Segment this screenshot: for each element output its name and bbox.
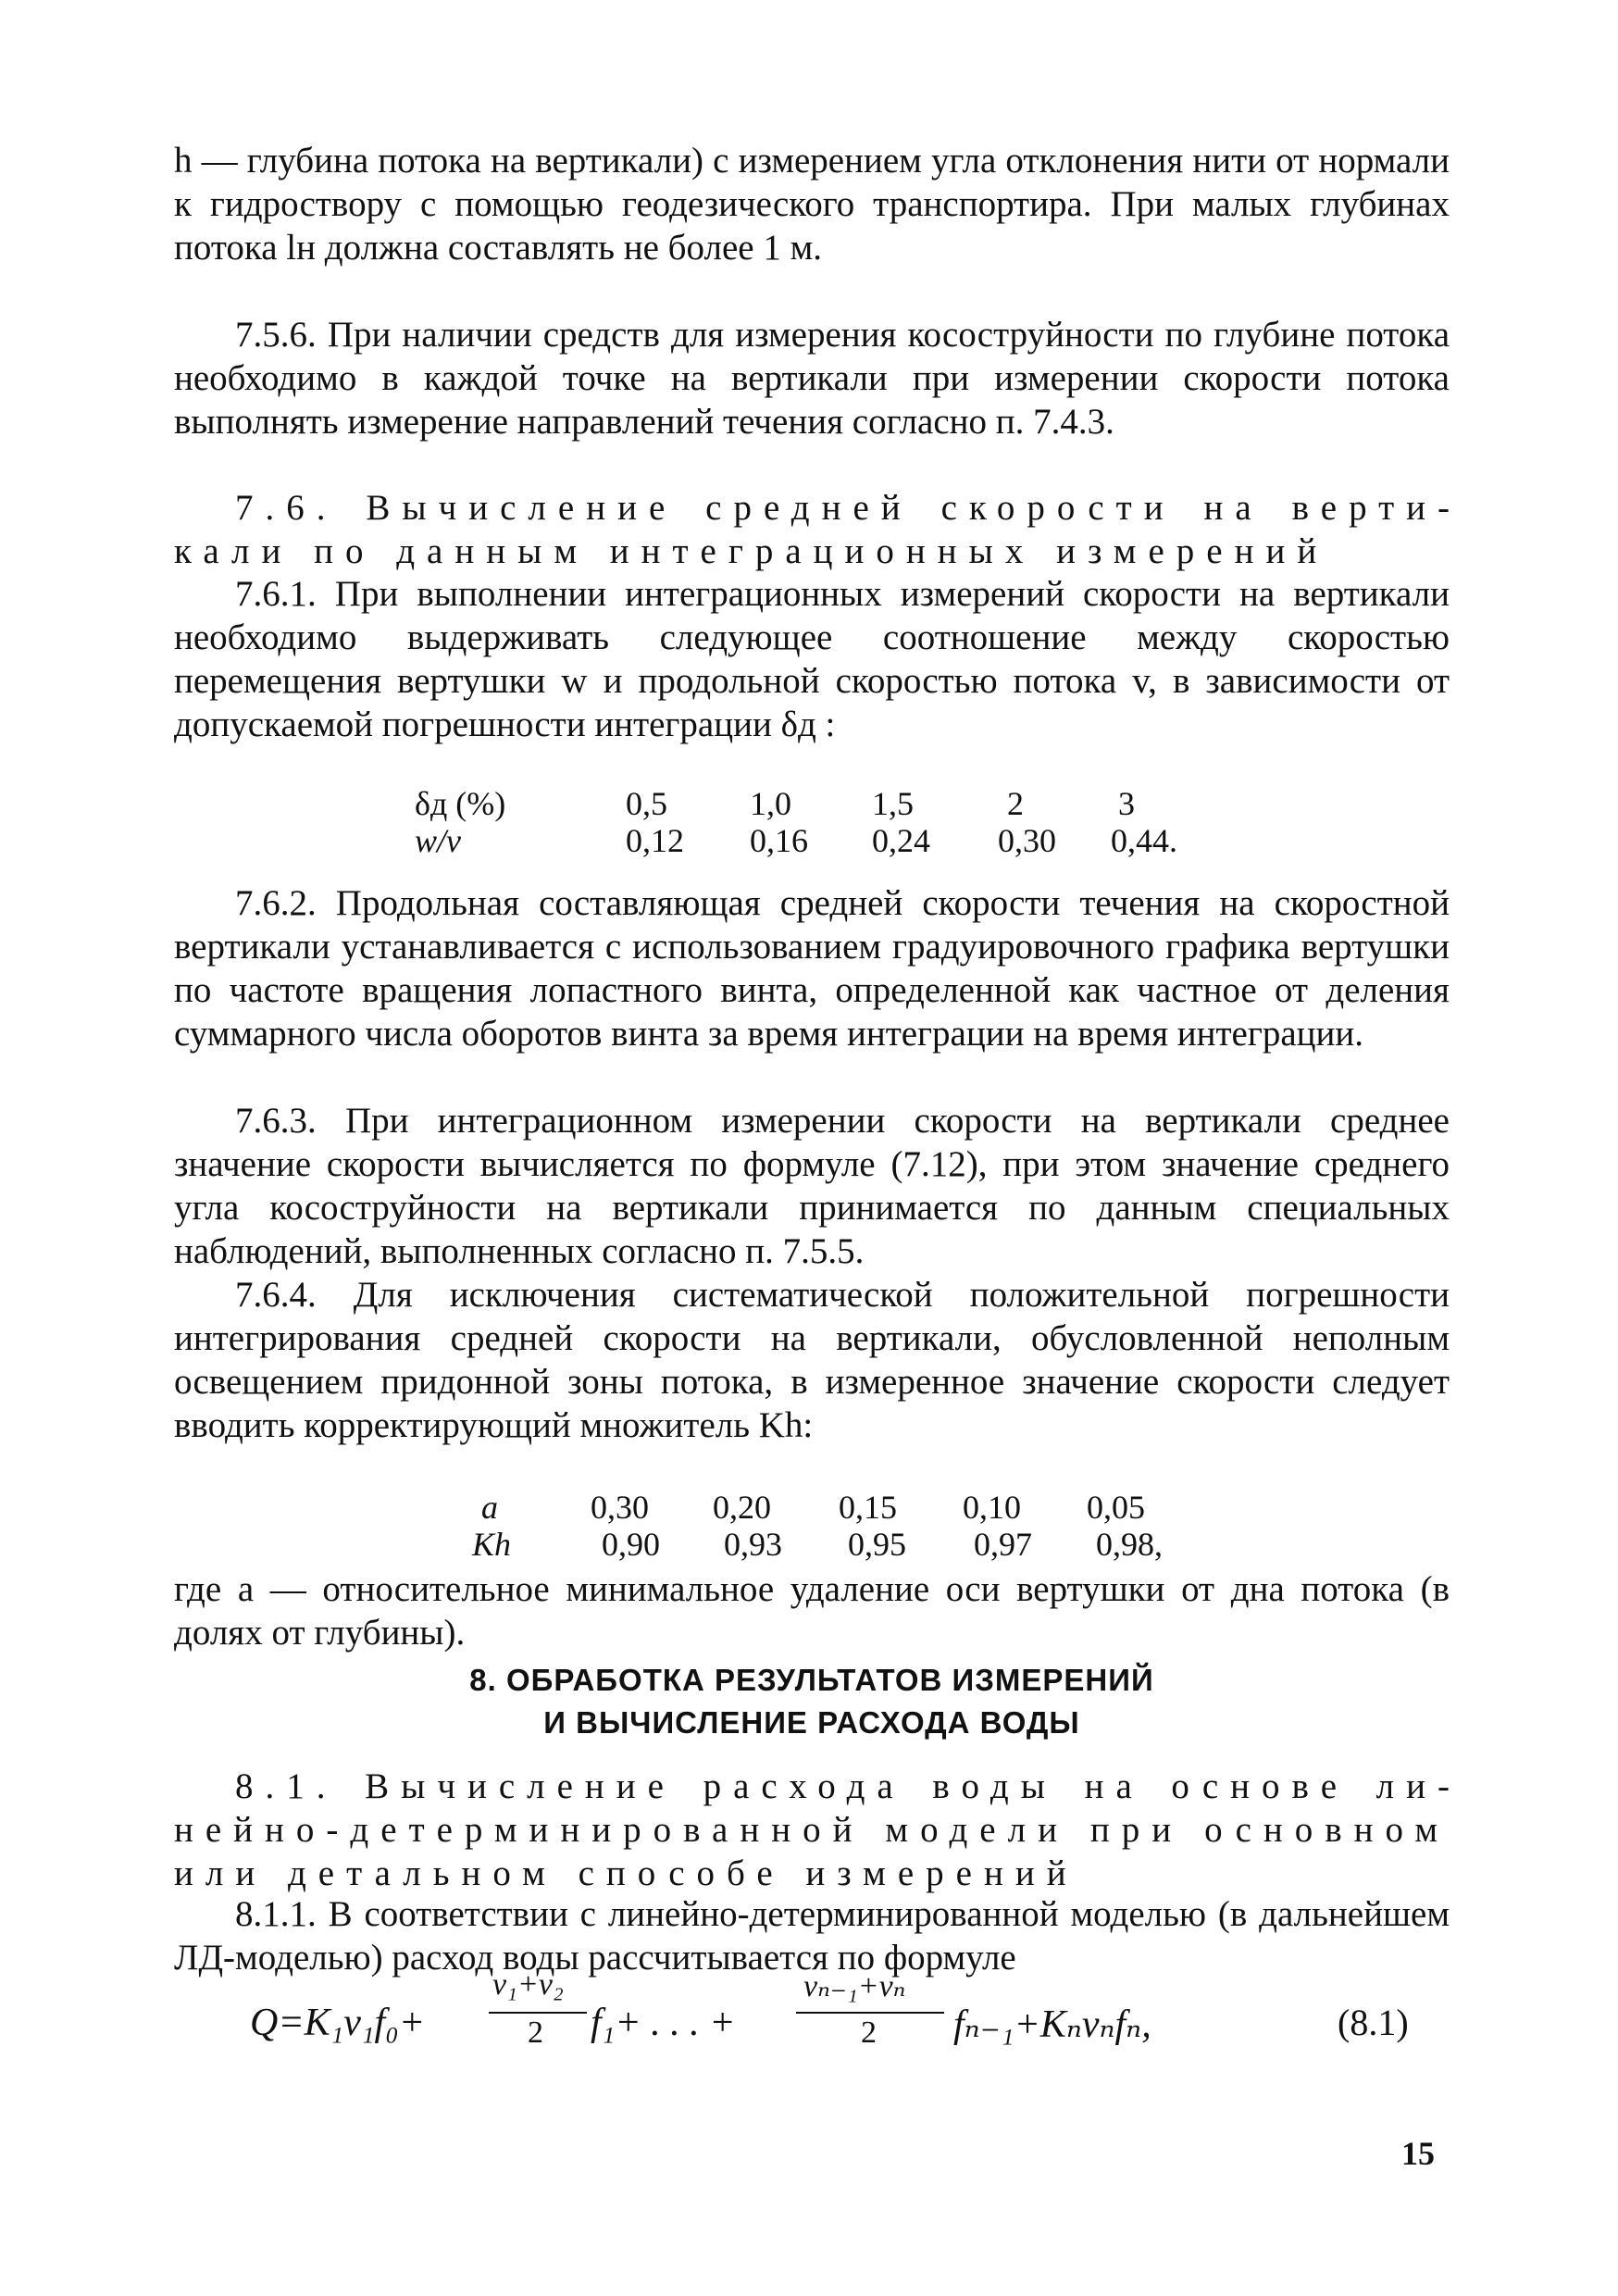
table-cell: 0,5 — [626, 785, 667, 822]
paragraph-7-6-1: 7.6.1. При выполнении интеграционных измерений скорости на вертикали необходимо выдерживать следующее соотношение между скоростью перемещения вертушки w и продольной скоростью потока v, в зависимости от допускаемой погрешности интеграции δд : — [174, 574, 1450, 744]
paragraph-8-1-1: 8.1.1. В соответствии с линейно-детерминированной моделью (в дальнейшем ЛД-моделью) расход воды рассчитывается по формуле — [174, 1894, 1450, 1978]
table-cell: 0,30 — [591, 1489, 649, 1526]
paragraph-7-5-6: 7.5.6. При наличии средств для измерения косоструйности по глубине потока необходимо в каждой точке на вертикали при измерении скорости потока выполнять измерение направлений течения согласно п. 7.4.3. — [174, 315, 1450, 442]
table-cell: 2 — [1007, 785, 1024, 822]
table-cell: 0,30 — [998, 822, 1056, 859]
table-cell: 1,0 — [750, 785, 791, 822]
table-cell: 0,90 — [602, 1526, 660, 1563]
formula-frac1-numerator: v₁+v₂ — [492, 1967, 564, 2002]
table-cell: 0,20 — [713, 1489, 771, 1526]
paragraph-depth-definition: h — глубина потока на вертикали) с измерением угла отклонения нити от нормали к гидроствору с помощью геодезического транспортира. При малых глубинах потока lн должна составлять не более 1 м. — [174, 141, 1450, 268]
table-cell: Kh — [472, 1526, 512, 1563]
page-number: 15 — [1401, 2135, 1435, 2172]
formula-rhs: fₙ₋₁+Kₙvₙfₙ, — [953, 2003, 1151, 2046]
formula-number: (8.1) — [1338, 2002, 1409, 2043]
chapter-heading-line2: И ВЫЧИСЛЕНИЕ РАСХОДА ВОДЫ — [543, 1705, 1080, 1740]
table-cell: 0,44. — [1111, 822, 1177, 859]
table-cell: 0,10 — [963, 1489, 1021, 1526]
table-cell: 0,24 — [872, 822, 930, 859]
table-cell: 0,12 — [626, 822, 684, 859]
section-heading-7-6: 7.6. Вычисление средней скорости на вертикали по данным интеграционных измерений — [174, 488, 1450, 571]
formula-mid: f₁+ . . . + — [591, 2002, 736, 2044]
formula-lhs: Q=K₁v₁f₀+ — [250, 2002, 426, 2044]
paragraph-7-6-2: 7.6.2. Продольная составляющая средней скорости течения на скоростной вертикали устанавливается с использованием градуировочного графика вертушки по частоте вращения лопастного винта, определенной как частное от деления суммарного числа оборотов винта за время интеграции на время интеграции. — [174, 883, 1450, 1054]
table-cell: 1,5 — [872, 785, 914, 822]
table-cell: 3 — [1118, 785, 1135, 822]
table-cell: 0,05 — [1087, 1489, 1145, 1526]
table-cell: 0,97 — [974, 1526, 1032, 1563]
formula-frac2-denominator: 2 — [861, 2015, 877, 2050]
formula-frac1-denominator: 2 — [528, 2015, 543, 2050]
formula-8-1 — [250, 1958, 1453, 2069]
table-cell: a — [481, 1489, 498, 1526]
table-cell: δд (%) — [415, 785, 506, 822]
formula-frac2-numerator: vₙ₋₁+vₙ — [803, 1969, 906, 2003]
table-cell: 0,95 — [848, 1526, 906, 1563]
section-heading-8-1: 8.1. Вычисление расхода воды на основе линейно-детерминированной модели при основном или детальном способе измерений — [174, 1766, 1450, 1893]
table-cell: w/v — [415, 822, 461, 859]
fraction-bar — [489, 2012, 587, 2014]
table-cell: 0,93 — [724, 1526, 782, 1563]
fraction-bar — [796, 2012, 944, 2014]
paragraph-7-6-4: 7.6.4. Для исключения систематической положительной погрешности интегрирования средней скорости на вертикали, обусловленной неполным освещением придонной зоны потока, в измеренное значение скорости следует вводить корректирующий множитель Kh: — [174, 1275, 1450, 1445]
table-cell: 0,16 — [750, 822, 808, 859]
paragraph-where-a: где a — относительное минимальное удаление оси вертушки от дна потока (в долях от глубины). — [174, 1569, 1450, 1653]
table-cell: 0,15 — [839, 1489, 897, 1526]
paragraph-7-6-3: 7.6.3. При интеграционном измерении скорости на вертикали среднее значение скорости вычисляется по формуле (7.12), при этом значение среднего угла косоструйности на вертикали принимается по данным специальных наблюдений, выполненных согласно п. 7.5.5. — [174, 1101, 1450, 1271]
table-cell: 0,98, — [1096, 1526, 1163, 1563]
chapter-heading-line1: 8. ОБРАБОТКА РЕЗУЛЬТАТОВ ИЗМЕРЕНИЙ — [469, 1663, 1154, 1697]
